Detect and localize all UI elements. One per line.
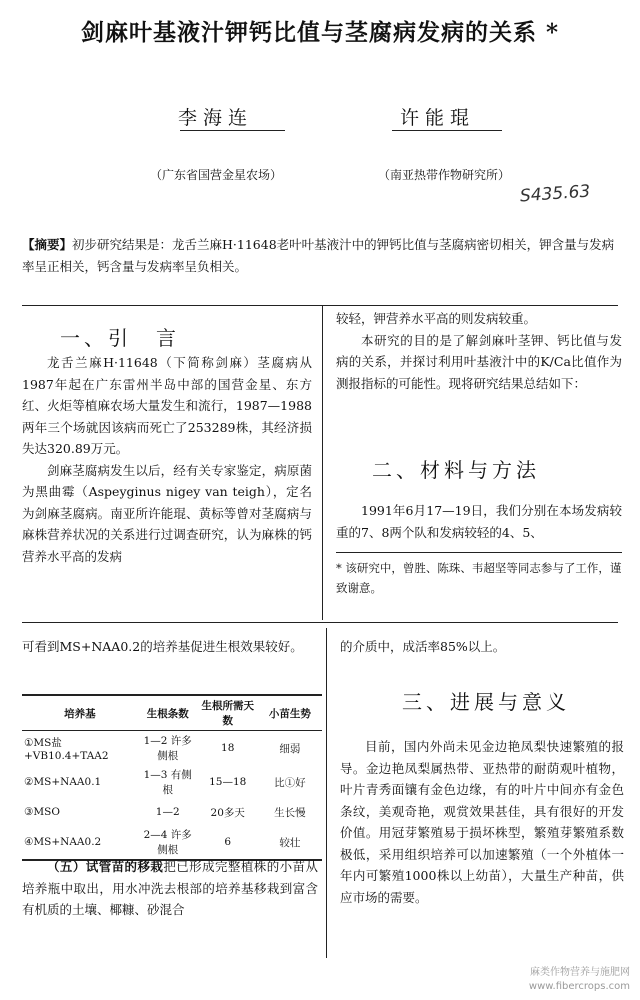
table-cell: 20多天 — [210, 806, 245, 819]
progress-body — [340, 736, 624, 908]
bottom-right-top — [340, 636, 624, 658]
materials-paragraph-1: 1991年6月17—19日，我们分别在本场发病较重的7、8两个队和发病较轻的4、5、 — [336, 503, 622, 540]
table-header: 小苗生势 — [258, 695, 322, 731]
table-cell: 较壮 — [258, 825, 322, 860]
transplant-heading: （五）试管苗的移栽 — [47, 859, 164, 874]
handwritten-call-number: S435.63 — [519, 181, 591, 207]
bottom-left-intro — [22, 636, 318, 658]
table-row — [22, 799, 322, 825]
table-row — [22, 731, 322, 766]
table-cell: ①MS盐+VB10.4+TAA2 — [24, 736, 109, 762]
author-2-underline — [392, 130, 502, 131]
table-cell: 1—2 许多侧根 — [143, 735, 192, 762]
footnote: * 该研究中，曾胜、陈珠、韦超坚等同志参与了工作，谨致谢意。 — [336, 561, 622, 595]
column-divider-top — [322, 305, 323, 620]
rooting-table — [22, 694, 322, 861]
table-cell: 生长慢 — [274, 806, 306, 819]
transplant-paragraph — [22, 856, 318, 921]
affiliation-2: （南亚热带作物研究所） — [378, 168, 511, 182]
table-row — [22, 765, 322, 799]
author-1: 李海连 — [178, 107, 254, 129]
intro-body — [22, 352, 312, 567]
abstract-divider — [22, 305, 618, 306]
watermark-line-1: 麻类作物营养与施肥网 — [530, 967, 630, 978]
table-cell: ③MSO — [24, 806, 60, 818]
author-1-underline — [180, 130, 285, 131]
site-watermark — [440, 966, 630, 994]
table-cell: ②MS+NAA0.1 — [24, 776, 102, 788]
transplant-section — [22, 856, 318, 921]
table-cell: 6 — [198, 825, 258, 860]
intro-paragraph-1: 龙舌兰麻H·11648（下简称剑麻）茎腐病从1987年起在广东雷州半岛中部的国营金星、东方红、火炬等植麻农场大量发生和流行，1987—1988两年三个场就因该病而死亡了253289株，其经济损失达320.89万元。 — [22, 355, 312, 456]
rooting-conclusion: 可看到MS+NAA0.2的培养基促进生根效果较好。 — [22, 639, 303, 654]
table-header: 培养基 — [22, 695, 138, 731]
table-header-row — [22, 695, 322, 731]
watermark-line-2: www.fibercrops.com — [528, 981, 630, 992]
table-cell: 比①好 — [274, 776, 306, 789]
table-cell: 1—2 — [155, 806, 180, 818]
table-cell: 18 — [221, 742, 235, 754]
transplant-text: 把已形成完整植株的小苗从培养瓶中取出，用水冲洗去根部的培养基移栽到富含有机质的土壤、椰糠、砂混合 — [22, 859, 318, 917]
author-2: 许能琨 — [400, 107, 476, 129]
section-heading-progress: 三、进展与意义 — [402, 690, 570, 714]
materials-body — [336, 500, 622, 543]
abstract-label: 【摘要】 — [22, 237, 73, 252]
intro-paragraph-2: 剑麻茎腐病发生以后，经有关专家鉴定，病原菌为黑曲霉（Aspeyginus nigey van teigh），定名为剑麻茎腐病。南亚所许能琨、黄标等曾对茎腐病与麻株营养状况的关系进行过调查研究，认为麻株的钙营养水平高的发病 — [22, 462, 312, 564]
section-heading-materials: 二、材料与方法 — [372, 458, 540, 482]
table-cell: 2—4 许多侧根 — [138, 825, 198, 860]
table-row — [22, 825, 322, 860]
right-column-top — [336, 308, 622, 394]
right-paragraph-purpose: 本研究的目的是了解剑麻叶茎钾、钙比值与发病的关系，并探讨利用叶基液汁中的K/Ca比值作为测报指标的可能性。现将研究结果总结如下： — [336, 332, 622, 391]
right-paragraph-continuation: 较轻，钾营养水平高的则发病较重。 — [336, 311, 537, 326]
abstract — [22, 234, 622, 278]
column-divider-bottom — [326, 628, 327, 958]
footnote-divider — [336, 552, 622, 553]
table-header: 生根所需天数 — [198, 695, 258, 731]
abstract-text: 初步研究结果是：龙舌兰麻H·11648老叶叶基液汁中的钾钙比值与茎腐病密切相关，钾含量与发病率呈正相关，钙含量与发病率呈负相关。 — [22, 237, 615, 274]
page-break-divider — [22, 622, 618, 623]
section-heading-introduction: 一、引 言 — [60, 326, 180, 350]
table-cell: 1—3 有侧根 — [143, 769, 192, 796]
paper-title: 剑麻叶基液汁钾钙比值与茎腐病发病的关系 * — [80, 19, 560, 46]
progress-paragraph: 目前，国内外尚未见金边艳凤梨快速繁殖的报导。金边艳凤梨属热带、亚热带的耐荫观叶植物，叶片青秀面镶有金色边缘，有的叶片中间亦有金色条纹，美观奇艳，观赏效果甚佳，具有很好的开发价值。用冠芽繁殖易于损坏株型，繁殖芽繁殖系数极低，采用组织培养可以加速繁殖（一个外植体一年内可繁殖1000株以上幼苗），大量生产种苗，供应市场的需要。 — [340, 739, 624, 905]
table-cell: 细弱 — [279, 742, 301, 755]
survival-rate-text: 的介质中，成活率85%以上。 — [340, 639, 506, 654]
table-cell: ④MS+NAA0.2 — [22, 825, 138, 860]
table-header: 生根条数 — [138, 695, 198, 731]
table-cell: 15—18 — [209, 776, 247, 788]
affiliation-1: （广东省国营金星农场） — [150, 168, 283, 182]
